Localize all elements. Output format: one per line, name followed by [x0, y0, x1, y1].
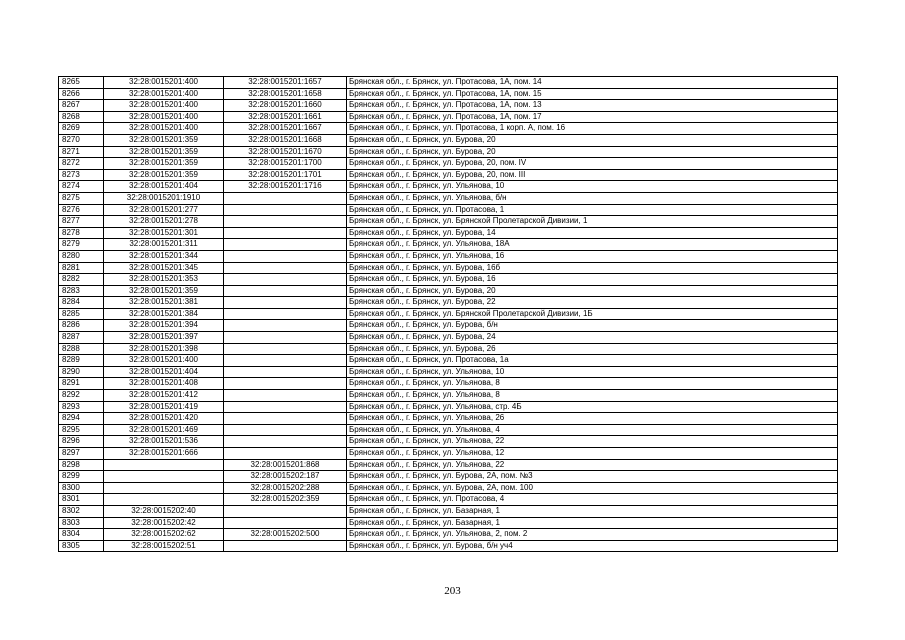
- cell-cadastral-number: [104, 471, 224, 483]
- cell-address: Брянская обл., г. Брянск, ул. Протасова, 1а: [347, 355, 838, 367]
- cell-number: 8286: [59, 320, 104, 332]
- cell-number: 8268: [59, 111, 104, 123]
- cell-number: 8272: [59, 158, 104, 170]
- cell-cadastral-number-room: [224, 436, 347, 448]
- cell-address: Брянская обл., г. Брянск, ул. Ульянова, 10: [347, 366, 838, 378]
- table-row: [59, 390, 838, 402]
- table-row: [59, 471, 838, 483]
- cell-address: Брянская обл., г. Брянск, ул. Бурова, б/н: [347, 320, 838, 332]
- cell-cadastral-number: 32:28:0015201:311: [104, 239, 224, 251]
- table-row: [59, 366, 838, 378]
- cell-cadastral-number: 32:28:0015201:359: [104, 146, 224, 158]
- cell-cadastral-number-room: 32:28:0015201:1667: [224, 123, 347, 135]
- cell-cadastral-number-room: [224, 332, 347, 344]
- table-row: [59, 413, 838, 425]
- cell-cadastral-number: 32:28:0015201:344: [104, 250, 224, 262]
- cell-number: 8266: [59, 88, 104, 100]
- cell-address: Брянская обл., г. Брянск, ул. Ульянова, 2, пом. 2: [347, 529, 838, 541]
- cell-number: 8303: [59, 517, 104, 529]
- cell-cadastral-number: 32:28:0015201:398: [104, 343, 224, 355]
- cell-cadastral-number: 32:28:0015201:400: [104, 77, 224, 89]
- cell-cadastral-number-room: 32:28:0015202:187: [224, 471, 347, 483]
- cell-address: Брянская обл., г. Брянск, ул. Протасова, 1А, пом. 17: [347, 111, 838, 123]
- cell-cadastral-number: 32:28:0015202:62: [104, 529, 224, 541]
- cell-cadastral-number: 32:28:0015202:42: [104, 517, 224, 529]
- cell-address: Брянская обл., г. Брянск, ул. Ульянова, 22: [347, 436, 838, 448]
- cell-address: Брянская обл., г. Брянск, ул. Бурова, 26: [347, 343, 838, 355]
- table-row: [59, 505, 838, 517]
- cell-address: Брянская обл., г. Брянск, ул. Ульянова, 12: [347, 448, 838, 460]
- cell-cadastral-number-room: 32:28:0015202:500: [224, 529, 347, 541]
- table-row: [59, 274, 838, 286]
- cell-cadastral-number-room: [224, 274, 347, 286]
- cell-cadastral-number-room: [224, 517, 347, 529]
- table-row: [59, 262, 838, 274]
- cell-cadastral-number: 32:28:0015202:40: [104, 505, 224, 517]
- cell-cadastral-number-room: [224, 308, 347, 320]
- cell-cadastral-number-room: [224, 505, 347, 517]
- cell-address: Брянская обл., г. Брянск, ул. Ульянова, 26: [347, 413, 838, 425]
- cell-cadastral-number-room: [224, 366, 347, 378]
- cell-address: Брянская обл., г. Брянск, ул. Бурова, 20: [347, 285, 838, 297]
- cell-cadastral-number-room: [224, 204, 347, 216]
- cell-address: Брянская обл., г. Брянск, ул. Ульянова, 18А: [347, 239, 838, 251]
- table-row: [59, 401, 838, 413]
- cell-address: Брянская обл., г. Брянск, ул. Бурова, 14: [347, 227, 838, 239]
- cell-cadastral-number: 32:28:0015201:469: [104, 424, 224, 436]
- cell-cadastral-number: 32:28:0015201:666: [104, 448, 224, 460]
- table-row: [59, 448, 838, 460]
- cell-cadastral-number-room: 32:28:0015202:288: [224, 482, 347, 494]
- cell-address: Брянская обл., г. Брянск, ул. Бурова, 16: [347, 274, 838, 286]
- cell-cadastral-number-room: [224, 320, 347, 332]
- cell-address: Брянская обл., г. Брянск, ул. Ульянова, 16: [347, 250, 838, 262]
- cell-cadastral-number: 32:28:0015201:345: [104, 262, 224, 274]
- cell-number: 8274: [59, 181, 104, 193]
- cell-cadastral-number: 32:28:0015201:400: [104, 123, 224, 135]
- cell-address: Брянская обл., г. Брянск, ул. Бурова, 22: [347, 297, 838, 309]
- cell-number: 8294: [59, 413, 104, 425]
- table-row: [59, 459, 838, 471]
- cell-address: Брянская обл., г. Брянск, ул. Бурова, 20: [347, 134, 838, 146]
- cell-cadastral-number: 32:28:0015201:1910: [104, 192, 224, 204]
- cell-cadastral-number-room: 32:28:0015201:1716: [224, 181, 347, 193]
- table-row: [59, 308, 838, 320]
- cell-number: 8302: [59, 505, 104, 517]
- cell-address: Брянская обл., г. Брянск, ул. Ульянова, 10: [347, 181, 838, 193]
- cell-number: 8275: [59, 192, 104, 204]
- cell-number: 8279: [59, 239, 104, 251]
- cell-address: Брянская обл., г. Брянск, ул. Ульянова, 8: [347, 378, 838, 390]
- table-row: [59, 181, 838, 193]
- cell-cadastral-number: [104, 459, 224, 471]
- cell-cadastral-number-room: [224, 355, 347, 367]
- cell-cadastral-number-room: [224, 413, 347, 425]
- cell-cadastral-number-room: [224, 540, 347, 552]
- cell-cadastral-number: 32:28:0015201:278: [104, 216, 224, 228]
- table-row: [59, 320, 838, 332]
- cell-number: 8295: [59, 424, 104, 436]
- cell-cadastral-number: 32:28:0015201:381: [104, 297, 224, 309]
- cell-cadastral-number-room: [224, 448, 347, 460]
- cell-address: Брянская обл., г. Брянск, ул. Базарная, 1: [347, 517, 838, 529]
- cell-address: Брянская обл., г. Брянск, ул. Протасова, 1 корп. А, пом. 16: [347, 123, 838, 135]
- table-row: [59, 204, 838, 216]
- cell-number: 8284: [59, 297, 104, 309]
- cell-number: 8270: [59, 134, 104, 146]
- cell-number: 8265: [59, 77, 104, 89]
- cell-address: Брянская обл., г. Брянск, ул. Протасова, 1А, пом. 14: [347, 77, 838, 89]
- table-row: [59, 216, 838, 228]
- cell-number: 8304: [59, 529, 104, 541]
- cell-cadastral-number: 32:28:0015201:301: [104, 227, 224, 239]
- cell-number: 8285: [59, 308, 104, 320]
- cell-number: 8296: [59, 436, 104, 448]
- cell-address: Брянская обл., г. Брянск, ул. Ульянова, 22: [347, 459, 838, 471]
- table-row: [59, 297, 838, 309]
- cell-cadastral-number: 32:28:0015201:412: [104, 390, 224, 402]
- cell-number: 8283: [59, 285, 104, 297]
- cell-address: Брянская обл., г. Брянск, ул. Брянской Пролетарской Дивизии, 1: [347, 216, 838, 228]
- cell-address: Брянская обл., г. Брянск, ул. Бурова, 16б: [347, 262, 838, 274]
- cell-number: 8290: [59, 366, 104, 378]
- cell-number: 8269: [59, 123, 104, 135]
- cell-address: Брянская обл., г. Брянск, ул. Базарная, 1: [347, 505, 838, 517]
- table-row: [59, 482, 838, 494]
- table-row: [59, 134, 838, 146]
- table-row: [59, 424, 838, 436]
- cell-number: 8282: [59, 274, 104, 286]
- cell-cadastral-number: 32:28:0015201:408: [104, 378, 224, 390]
- cell-number: 8281: [59, 262, 104, 274]
- cell-number: 8291: [59, 378, 104, 390]
- cell-number: 8293: [59, 401, 104, 413]
- cell-cadastral-number: 32:28:0015201:353: [104, 274, 224, 286]
- cell-address: Брянская обл., г. Брянск, ул. Протасова, 1А, пом. 15: [347, 88, 838, 100]
- cell-address: Брянская обл., г. Брянск, ул. Бурова, 20, пом. III: [347, 169, 838, 181]
- cell-cadastral-number-room: [224, 285, 347, 297]
- cell-address: Брянская обл., г. Брянск, ул. Ульянова, 4: [347, 424, 838, 436]
- cell-address: Брянская обл., г. Брянск, ул. Протасова, 4: [347, 494, 838, 506]
- table-row: [59, 250, 838, 262]
- cell-number: 8301: [59, 494, 104, 506]
- cell-cadastral-number: 32:28:0015201:394: [104, 320, 224, 332]
- cell-cadastral-number-room: [224, 216, 347, 228]
- cell-cadastral-number-room: 32:28:0015201:1700: [224, 158, 347, 170]
- cell-cadastral-number-room: [224, 227, 347, 239]
- table-row: [59, 517, 838, 529]
- cell-cadastral-number: 32:28:0015201:359: [104, 158, 224, 170]
- cell-cadastral-number-room: [224, 192, 347, 204]
- table-row: [59, 158, 838, 170]
- cell-cadastral-number-room: 32:28:0015201:1668: [224, 134, 347, 146]
- cell-cadastral-number: 32:28:0015201:400: [104, 88, 224, 100]
- table-row: [59, 239, 838, 251]
- cell-address: Брянская обл., г. Брянск, ул. Бурова, 20: [347, 146, 838, 158]
- table-row: [59, 332, 838, 344]
- cell-cadastral-number-room: 32:28:0015202:359: [224, 494, 347, 506]
- cell-address: Брянская обл., г. Брянск, ул. Бурова, 2А, пом. №3: [347, 471, 838, 483]
- cell-cadastral-number-room: [224, 297, 347, 309]
- cell-address: Брянская обл., г. Брянск, ул. Бурова, 24: [347, 332, 838, 344]
- cell-cadastral-number: 32:28:0015201:359: [104, 285, 224, 297]
- cell-number: 8273: [59, 169, 104, 181]
- table-row: [59, 88, 838, 100]
- cell-number: 8288: [59, 343, 104, 355]
- table-row: [59, 111, 838, 123]
- cell-cadastral-number-room: [224, 378, 347, 390]
- table-row: [59, 227, 838, 239]
- table-row: [59, 436, 838, 448]
- cell-cadastral-number: 32:28:0015202:51: [104, 540, 224, 552]
- cell-cadastral-number: 32:28:0015201:404: [104, 181, 224, 193]
- cell-cadastral-number: 32:28:0015201:359: [104, 134, 224, 146]
- registry-table-body: [59, 77, 838, 552]
- cell-number: 8299: [59, 471, 104, 483]
- cell-number: 8276: [59, 204, 104, 216]
- cell-cadastral-number-room: [224, 239, 347, 251]
- table-row: [59, 123, 838, 135]
- table-row: [59, 169, 838, 181]
- cell-cadastral-number: 32:28:0015201:397: [104, 332, 224, 344]
- cell-cadastral-number: 32:28:0015201:419: [104, 401, 224, 413]
- cell-number: 8271: [59, 146, 104, 158]
- cell-cadastral-number: [104, 494, 224, 506]
- page-number: 203: [444, 585, 461, 597]
- cell-number: 8289: [59, 355, 104, 367]
- cell-number: 8278: [59, 227, 104, 239]
- table-row: [59, 494, 838, 506]
- cell-address: Брянская обл., г. Брянск, ул. Протасова, 1: [347, 204, 838, 216]
- cell-address: Брянская обл., г. Брянск, ул. Бурова, б/н уч4: [347, 540, 838, 552]
- cell-cadastral-number-room: 32:28:0015201:1701: [224, 169, 347, 181]
- cell-cadastral-number: 32:28:0015201:400: [104, 100, 224, 112]
- cell-number: 8297: [59, 448, 104, 460]
- cell-address: Брянская обл., г. Брянск, ул. Бурова, 2А, пом. 100: [347, 482, 838, 494]
- table-row: [59, 77, 838, 89]
- cell-cadastral-number: 32:28:0015201:404: [104, 366, 224, 378]
- cell-number: 8298: [59, 459, 104, 471]
- cell-cadastral-number: 32:28:0015201:400: [104, 111, 224, 123]
- cell-cadastral-number: 32:28:0015201:384: [104, 308, 224, 320]
- table-row: [59, 540, 838, 552]
- table-row: [59, 285, 838, 297]
- cell-number: 8305: [59, 540, 104, 552]
- cell-cadastral-number-room: [224, 390, 347, 402]
- cell-number: 8280: [59, 250, 104, 262]
- cell-cadastral-number-room: [224, 424, 347, 436]
- cell-address: Брянская обл., г. Брянск, ул. Ульянова, 8: [347, 390, 838, 402]
- cell-cadastral-number: 32:28:0015201:277: [104, 204, 224, 216]
- cell-number: 8292: [59, 390, 104, 402]
- cell-cadastral-number: 32:28:0015201:536: [104, 436, 224, 448]
- cell-address: Брянская обл., г. Брянск, ул. Протасова, 1А, пом. 13: [347, 100, 838, 112]
- cell-cadastral-number: 32:28:0015201:420: [104, 413, 224, 425]
- cell-number: 8300: [59, 482, 104, 494]
- cell-cadastral-number-room: 32:28:0015201:1660: [224, 100, 347, 112]
- cell-cadastral-number-room: [224, 250, 347, 262]
- table-row: [59, 343, 838, 355]
- cell-address: Брянская обл., г. Брянск, ул. Бурова, 20, пом. IV: [347, 158, 838, 170]
- cell-cadastral-number-room: 32:28:0015201:1657: [224, 77, 347, 89]
- cell-cadastral-number-room: [224, 343, 347, 355]
- cell-cadastral-number: [104, 482, 224, 494]
- cell-cadastral-number-room: 32:28:0015201:1670: [224, 146, 347, 158]
- table-row: [59, 146, 838, 158]
- registry-table: [58, 76, 838, 552]
- cell-cadastral-number: 32:28:0015201:359: [104, 169, 224, 181]
- cell-number: 8277: [59, 216, 104, 228]
- cell-address: Брянская обл., г. Брянск, ул. Ульянова, стр. 4Б: [347, 401, 838, 413]
- table-row: [59, 529, 838, 541]
- table-row: [59, 378, 838, 390]
- cell-cadastral-number-room: 32:28:0015201:1658: [224, 88, 347, 100]
- cell-cadastral-number-room: 32:28:0015201:868: [224, 459, 347, 471]
- cell-cadastral-number-room: [224, 262, 347, 274]
- cell-number: 8287: [59, 332, 104, 344]
- cell-cadastral-number: 32:28:0015201:400: [104, 355, 224, 367]
- cell-address: Брянская обл., г. Брянск, ул. Брянской Пролетарской Дивизии, 1Б: [347, 308, 838, 320]
- cell-number: 8267: [59, 100, 104, 112]
- table-row: [59, 355, 838, 367]
- cell-address: Брянская обл., г. Брянск, ул. Ульянова, б/н: [347, 192, 838, 204]
- table-row: [59, 192, 838, 204]
- table-row: [59, 100, 838, 112]
- cell-cadastral-number-room: [224, 401, 347, 413]
- cell-cadastral-number-room: 32:28:0015201:1661: [224, 111, 347, 123]
